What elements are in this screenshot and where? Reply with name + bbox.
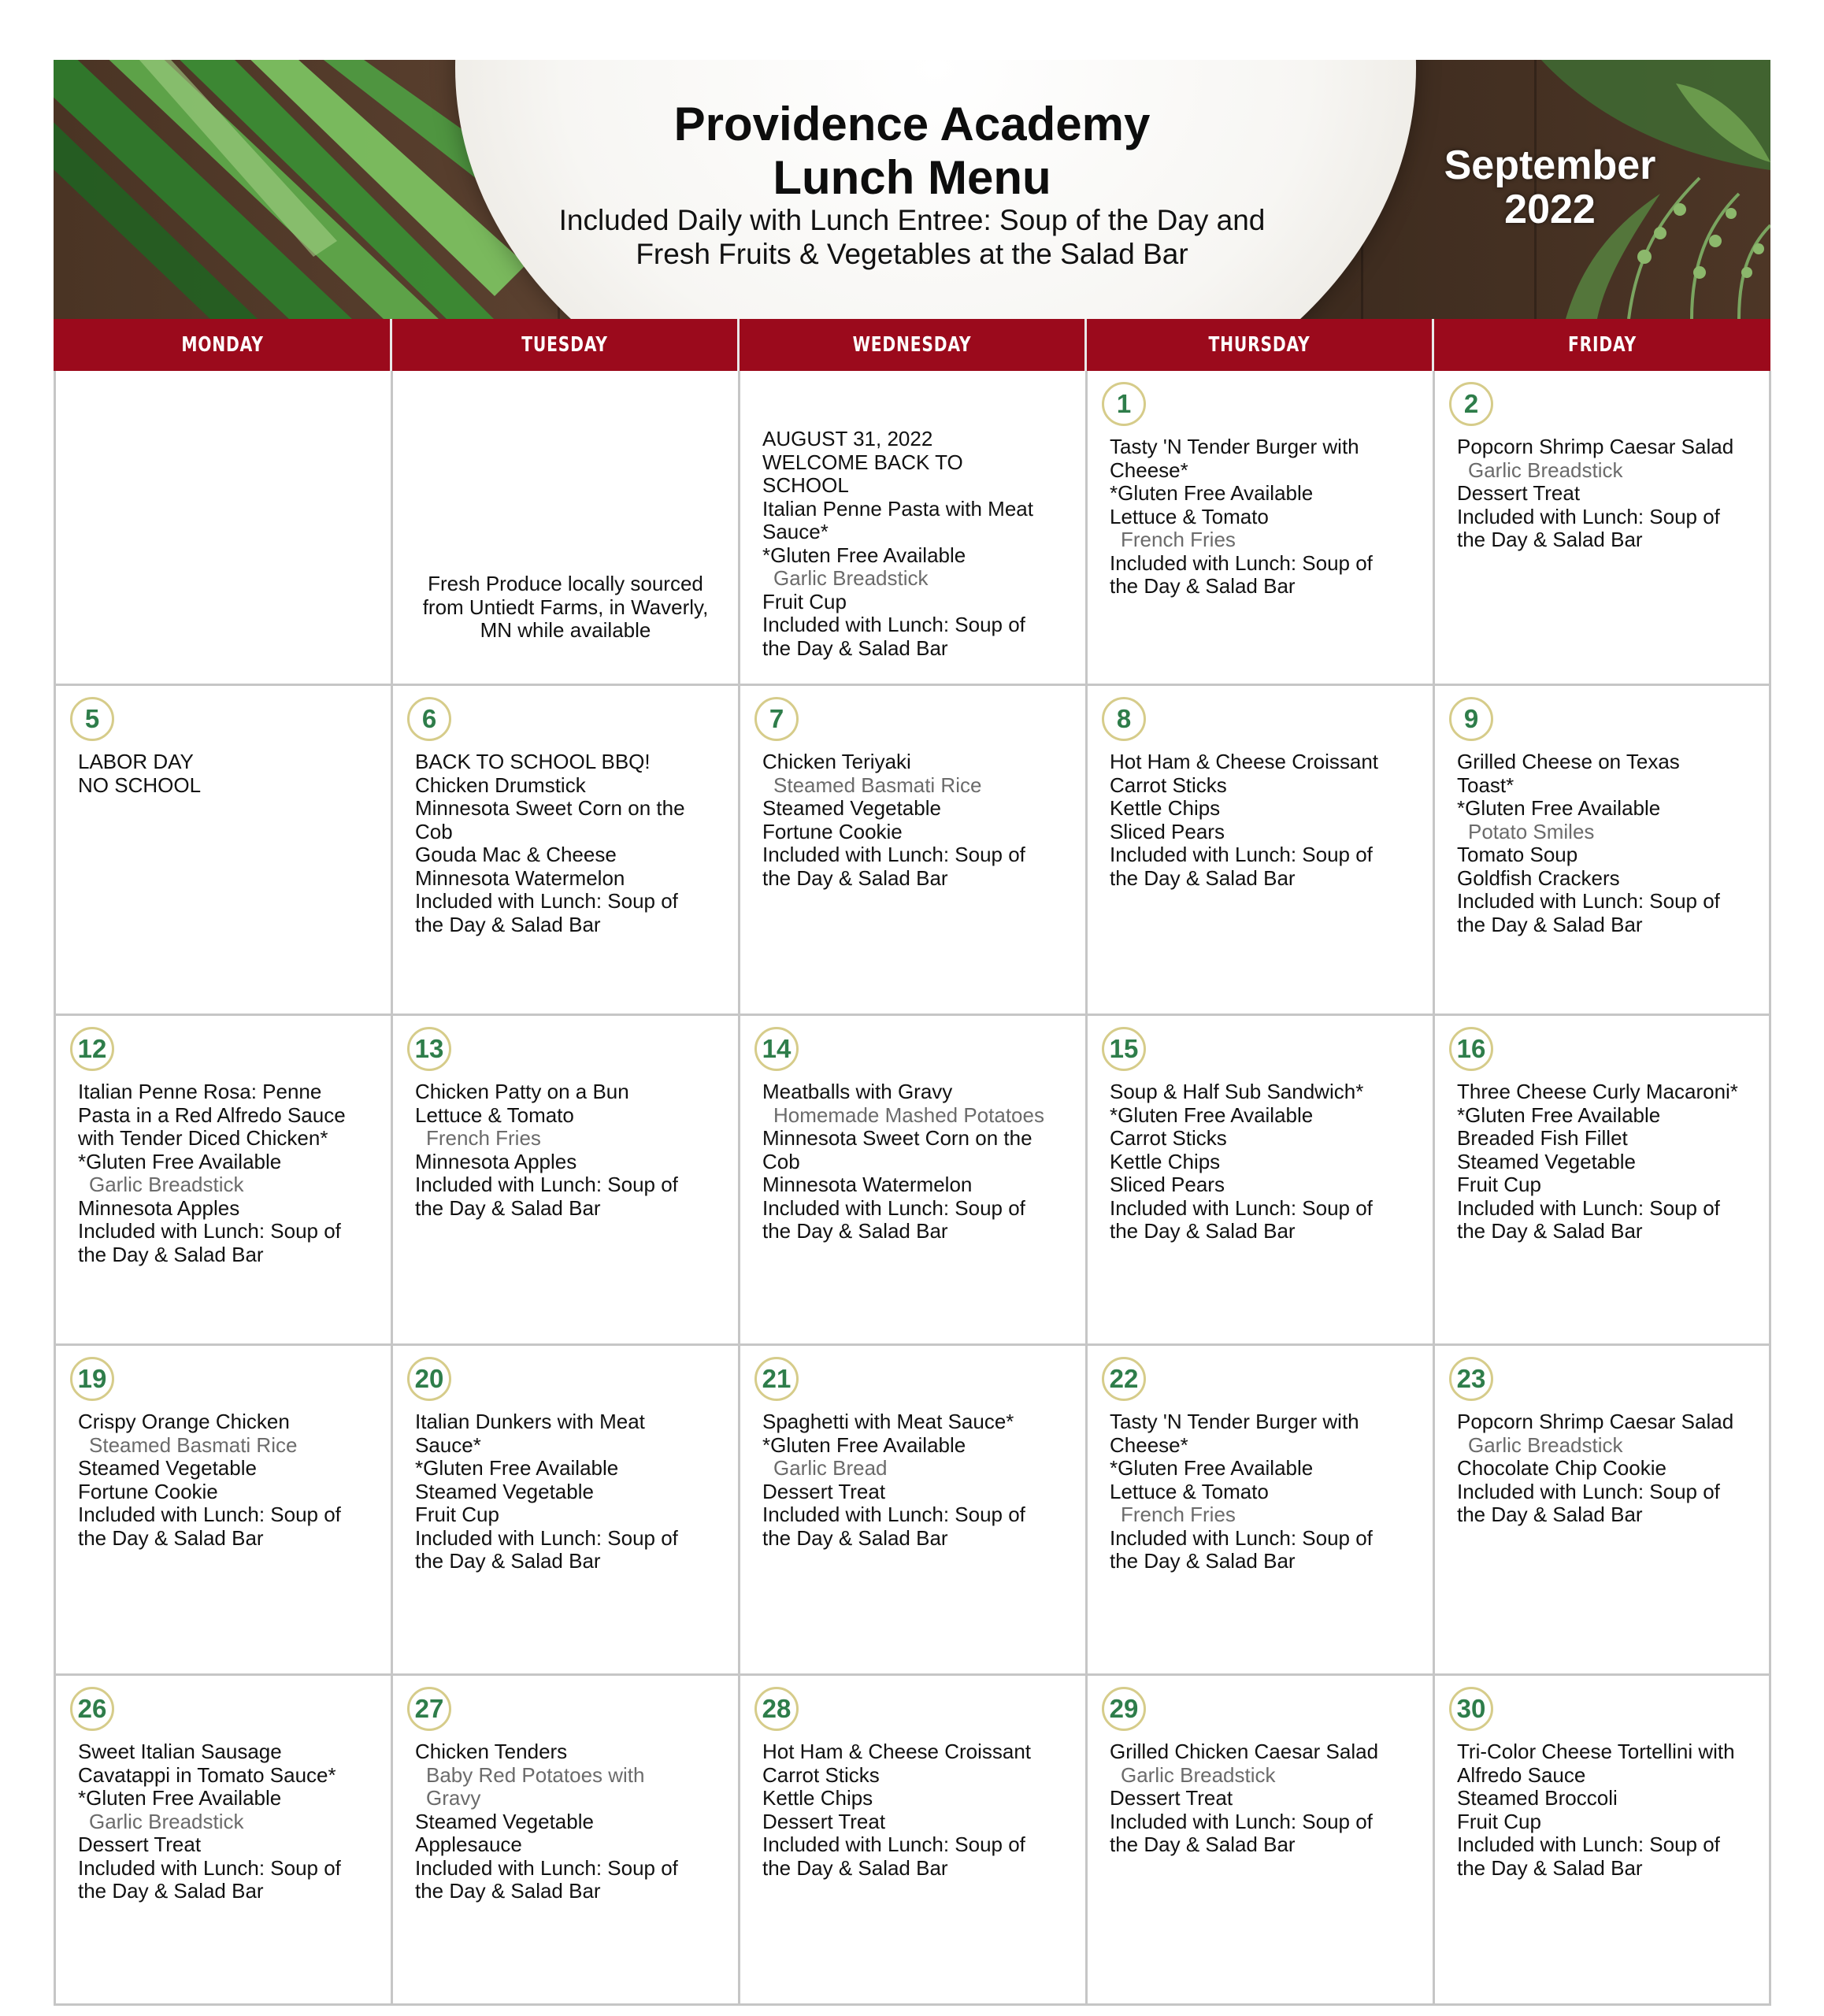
menu-item: *Gluten Free Available: [415, 1456, 619, 1480]
menu-item: Italian Dunkers with Meat: [415, 1410, 645, 1433]
menu-item-list: [1457, 1080, 1759, 1243]
menu-item: Minnesota Apples: [78, 1195, 240, 1220]
day-number-badge: 22: [1102, 1357, 1146, 1401]
menu-item: Fruit Cup: [1457, 1173, 1541, 1196]
calendar-day-cell: [1088, 1676, 1435, 2006]
menu-item-list: [78, 1410, 381, 1550]
menu-item: Chicken Patty on a Bun: [415, 1080, 629, 1103]
menu-item: Included with Lunch: Soup of: [1110, 1525, 1373, 1550]
menu-item: SCHOOL: [762, 473, 849, 497]
menu-item-list: [415, 1080, 728, 1220]
menu-item: Soup & Half Sub Sandwich*: [1110, 1080, 1364, 1103]
menu-item-list: [1110, 1080, 1423, 1243]
calendar-day-cell: [1088, 1016, 1435, 1346]
menu-item: the Day & Salad Bar: [762, 636, 948, 660]
menu-item: Carrot Sticks: [762, 1762, 880, 1787]
menu-item: Fruit Cup: [1457, 1809, 1541, 1833]
menu-item: Grilled Cheese on Texas: [1457, 750, 1680, 773]
day-number-badge: 28: [754, 1687, 799, 1731]
menu-item: *Gluten Free Available: [78, 1149, 282, 1173]
menu-item: Included with Lunch: Soup of: [762, 613, 1025, 636]
menu-item: Lettuce & Tomato: [415, 1102, 574, 1127]
menu-item: Toast*: [1457, 773, 1514, 797]
menu-item: Cavatappi in Tomato Sauce*: [78, 1762, 336, 1787]
menu-item: AUGUST 31, 2022: [762, 427, 933, 450]
subtitle-line-2: Fresh Fruits & Vegetables at the Salad Bar: [636, 238, 1188, 270]
menu-item: Chicken Tenders: [415, 1740, 568, 1763]
menu-item: Crispy Orange Chicken: [78, 1410, 290, 1433]
day-number-badge: 9: [1449, 697, 1493, 741]
menu-item: Lettuce & Tomato: [1110, 1479, 1269, 1503]
weekday-header-row: [54, 319, 1770, 371]
menu-item: the Day & Salad Bar: [1457, 1855, 1643, 1880]
menu-item: Carrot Sticks: [1110, 773, 1227, 797]
weekday-header-tuesday: [392, 319, 740, 371]
menu-item: Fortune Cookie: [78, 1479, 218, 1503]
menu-item: Sauce*: [762, 520, 829, 543]
menu-item: Included with Lunch: Soup of: [1457, 1833, 1720, 1856]
menu-item: Included with Lunch: Soup of: [415, 889, 678, 913]
menu-item: Popcorn Shrimp Caesar Salad: [1457, 435, 1734, 458]
day-number-badge: 19: [70, 1357, 114, 1401]
menu-item: the Day & Salad Bar: [78, 1525, 264, 1550]
menu-item: Popcorn Shrimp Caesar Salad: [1457, 1410, 1734, 1433]
menu-item: LABOR DAY: [78, 750, 194, 773]
menu-item: Cheese*: [1110, 458, 1188, 482]
calendar-day-cell: [393, 1676, 740, 2006]
side-dish-item: Garlic Breadstick: [773, 566, 929, 590]
menu-item-list: [762, 428, 1076, 660]
menu-item: the Day & Salad Bar: [1110, 574, 1296, 598]
menu-item: Sauce*: [415, 1432, 481, 1457]
menu-item: Chicken Teriyaki: [762, 750, 911, 773]
menu-item: Kettle Chips: [762, 1786, 873, 1810]
calendar-day-cell: [1435, 1016, 1771, 1346]
calendar-day-cell: [393, 1016, 740, 1346]
day-number-badge: 20: [407, 1357, 451, 1401]
menu-item: the Day & Salad Bar: [762, 1219, 948, 1243]
side-dish-item: Steamed Basmati Rice: [89, 1432, 298, 1457]
weekday-label: THURSDAY: [1208, 333, 1311, 357]
menu-item-list: [415, 1410, 728, 1573]
day-number-badge: 16: [1449, 1027, 1493, 1071]
menu-item: the Day & Salad Bar: [762, 1525, 948, 1550]
menu-item: Sweet Italian Sausage: [78, 1740, 282, 1763]
menu-item: *Gluten Free Available: [78, 1786, 282, 1810]
menu-item: Minnesota Watermelon: [415, 865, 625, 890]
menu-item: Included with Lunch: Soup of: [1457, 504, 1720, 528]
menu-item: Dessert Treat: [78, 1833, 202, 1856]
day-number-badge: 30: [1449, 1687, 1493, 1731]
menu-item: Cob: [762, 1149, 800, 1173]
side-dish-item: French Fries: [426, 1126, 541, 1150]
menu-item: the Day & Salad Bar: [415, 1195, 601, 1220]
month-name: September: [1444, 143, 1656, 188]
menu-item: WELCOME BACK TO: [762, 450, 963, 474]
menu-item: Cob: [415, 819, 453, 843]
weekday-label: TUESDAY: [521, 333, 608, 357]
menu-item: the Day & Salad Bar: [1110, 1833, 1296, 1856]
produce-note: Fresh Produce locally sourced from Untiedt Farms, in Waverly, MN while available: [422, 572, 709, 642]
menu-item: Steamed Vegetable: [78, 1456, 257, 1480]
menu-item-list: [762, 1740, 1076, 1880]
day-number-badge: 8: [1102, 697, 1146, 741]
menu-item: Sliced Pears: [1110, 1173, 1225, 1196]
weekday-label: WEDNESDAY: [852, 333, 972, 357]
menu-item: Fruit Cup: [415, 1503, 499, 1526]
calendar-day-cell: [393, 686, 740, 1016]
menu-item: *Gluten Free Available: [762, 543, 966, 567]
menu-item: Steamed Vegetable: [415, 1809, 594, 1833]
weekday-label: FRIDAY: [1568, 333, 1637, 357]
menu-item: *Gluten Free Available: [1457, 796, 1661, 820]
menu-item: Tasty 'N Tender Burger with: [1110, 435, 1359, 458]
calendar-day-cell: [1088, 371, 1435, 686]
menu-item: Included with Lunch: Soup of: [762, 1195, 1025, 1220]
menu-item: Chocolate Chip Cookie: [1457, 1456, 1666, 1480]
menu-item: Steamed Vegetable: [762, 796, 941, 820]
menu-item-list: [762, 750, 1076, 890]
menu-item: Tasty 'N Tender Burger with: [1110, 1410, 1359, 1433]
day-number-badge: 2: [1449, 382, 1493, 426]
menu-item: Included with Lunch: Soup of: [1110, 550, 1373, 575]
weekday-header-friday: [1434, 319, 1770, 371]
menu-item: the Day & Salad Bar: [762, 865, 948, 890]
menu-item-list: [762, 1410, 1076, 1550]
weekday-header-thursday: [1087, 319, 1434, 371]
title-line-1: Providence Academy: [673, 98, 1151, 150]
month-year: 2022: [1504, 187, 1596, 232]
menu-item-list: [1110, 1740, 1423, 1857]
day-number-badge: 13: [407, 1027, 451, 1071]
menu-item: NO SCHOOL: [78, 773, 202, 797]
day-number-badge: 1: [1102, 382, 1146, 426]
month-label: [1424, 143, 1676, 232]
menu-item: the Day & Salad Bar: [1110, 1549, 1296, 1573]
calendar-day-cell: [740, 1346, 1088, 1676]
menu-item: the Day & Salad Bar: [78, 1242, 264, 1266]
day-number-badge: 14: [754, 1027, 799, 1071]
menu-item: Included with Lunch: Soup of: [1110, 1809, 1373, 1833]
menu-item: Hot Ham & Cheese Croissant: [1110, 750, 1379, 773]
menu-item: *Gluten Free Available: [1110, 1102, 1314, 1127]
menu-item: Steamed Broccoli: [1457, 1786, 1618, 1810]
menu-item: Tomato Soup: [1457, 843, 1578, 866]
menu-item: *Gluten Free Available: [1457, 1102, 1661, 1127]
calendar-day-cell: [1435, 371, 1771, 686]
calendar-day-cell: [56, 1346, 393, 1676]
menu-item: Spaghetti with Meat Sauce*: [762, 1410, 1014, 1433]
title-line-2: Lunch Menu: [773, 151, 1051, 204]
menu-item-list: [1110, 435, 1423, 598]
side-dish-item: Baby Red Potatoes with: [426, 1762, 645, 1787]
menu-item: Steamed Vegetable: [1457, 1149, 1636, 1173]
side-dish-item: Gravy: [426, 1786, 481, 1810]
menu-item: Dessert Treat: [1457, 481, 1581, 505]
weekday-header-wednesday: [740, 319, 1087, 371]
menu-item: Dessert Treat: [762, 1809, 886, 1833]
menu-item: with Tender Diced Chicken*: [78, 1126, 328, 1150]
menu-item: the Day & Salad Bar: [415, 1879, 601, 1903]
menu-item: Minnesota Sweet Corn on the: [415, 796, 685, 820]
menu-item: Included with Lunch: Soup of: [415, 1855, 678, 1880]
menu-item: Grilled Chicken Caesar Salad: [1110, 1740, 1379, 1763]
menu-item: Dessert Treat: [1110, 1786, 1233, 1810]
menu-item-list: [78, 750, 381, 797]
menu-item: Tri-Color Cheese Tortellini with: [1457, 1740, 1735, 1763]
calendar-day-cell: [1088, 1346, 1435, 1676]
menu-item-list: [1457, 1410, 1759, 1527]
side-dish-item: Garlic Breadstick: [1468, 458, 1623, 482]
menu-item: Included with Lunch: Soup of: [78, 1503, 341, 1526]
day-number-badge: 27: [407, 1687, 451, 1731]
calendar-day-cell: [56, 1676, 393, 2006]
calendar-day-cell: [56, 371, 393, 686]
menu-item: the Day & Salad Bar: [415, 1549, 601, 1573]
menu-item-list: [1457, 750, 1759, 936]
menu-item: the Day & Salad Bar: [1457, 528, 1643, 551]
menu-item: Pasta in a Red Alfredo Sauce: [78, 1102, 346, 1127]
side-dish-item: Garlic Breadstick: [1121, 1762, 1276, 1787]
menu-item-list: [415, 750, 728, 936]
menu-item-list: [762, 1080, 1076, 1243]
menu-item: Goldfish Crackers: [1457, 865, 1620, 890]
menu-item: Sliced Pears: [1110, 819, 1225, 843]
menu-item: Included with Lunch: Soup of: [78, 1219, 341, 1243]
menu-item: Included with Lunch: Soup of: [1457, 1195, 1720, 1220]
menu-item: Alfredo Sauce: [1457, 1762, 1586, 1787]
calendar-day-cell: [1088, 686, 1435, 1016]
menu-item: *Gluten Free Available: [1110, 1456, 1314, 1480]
menu-item: Included with Lunch: Soup of: [762, 1833, 1025, 1856]
menu-item: Included with Lunch: Soup of: [762, 1503, 1025, 1526]
side-dish-item: Garlic Breadstick: [1468, 1432, 1623, 1457]
menu-item-list: [78, 1080, 381, 1266]
menu-item: Dessert Treat: [762, 1479, 886, 1503]
weekday-label: MONDAY: [181, 333, 264, 357]
calendar-day-cell: [740, 1016, 1088, 1346]
header-banner: [54, 60, 1770, 319]
calendar-day-cell: [56, 686, 393, 1016]
menu-item: Carrot Sticks: [1110, 1126, 1227, 1150]
menu-item: Included with Lunch: Soup of: [1110, 1195, 1373, 1220]
menu-item: BACK TO SCHOOL BBQ!: [415, 750, 651, 773]
menu-item: Included with Lunch: Soup of: [1457, 1479, 1720, 1503]
menu-item: Included with Lunch: Soup of: [78, 1855, 341, 1880]
subtitle-line-1: Included Daily with Lunch Entree: Soup of the Day and: [558, 204, 1266, 236]
side-dish-item: Homemade Mashed Potatoes: [773, 1102, 1044, 1127]
menu-item: the Day & Salad Bar: [78, 1879, 264, 1903]
side-dish-item: French Fries: [1121, 1503, 1236, 1526]
day-number-badge: 15: [1102, 1027, 1146, 1071]
menu-item: Cheese*: [1110, 1432, 1188, 1457]
day-number-badge: 23: [1449, 1357, 1493, 1401]
menu-item: Applesauce: [415, 1833, 522, 1856]
menu-item: Included with Lunch: Soup of: [1110, 843, 1373, 866]
day-number-badge: 26: [70, 1687, 114, 1731]
menu-item: Minnesota Sweet Corn on the: [762, 1126, 1032, 1150]
menu-item: the Day & Salad Bar: [762, 1855, 948, 1880]
side-dish-item: Steamed Basmati Rice: [773, 773, 982, 797]
menu-item: Meatballs with Gravy: [762, 1080, 953, 1103]
menu-item-list: [1110, 1410, 1423, 1573]
calendar-day-cell: [393, 371, 740, 686]
side-dish-item: French Fries: [1121, 528, 1236, 551]
day-number-badge: 6: [407, 697, 451, 741]
menu-item-list: [1457, 1740, 1759, 1880]
menu-item: Steamed Vegetable: [415, 1479, 594, 1503]
menu-item: *Gluten Free Available: [762, 1432, 966, 1457]
menu-item: Italian Penne Pasta with Meat: [762, 496, 1033, 521]
menu-item: the Day & Salad Bar: [1457, 1219, 1643, 1243]
menu-item: Gouda Mac & Cheese: [415, 843, 617, 866]
menu-item-list: [415, 1740, 728, 1903]
calendar-day-cell: [1435, 1346, 1771, 1676]
menu-item: Hot Ham & Cheese Croissant: [762, 1740, 1032, 1763]
menu-item: *Gluten Free Available: [1110, 481, 1314, 505]
menu-item: the Day & Salad Bar: [1457, 1503, 1643, 1526]
calendar-day-cell: [740, 371, 1088, 686]
day-number-badge: 7: [754, 697, 799, 741]
menu-item: Fortune Cookie: [762, 819, 903, 843]
calendar-day-cell: [393, 1346, 740, 1676]
menu-item: Breaded Fish Fillet: [1457, 1126, 1628, 1150]
menu-item: Included with Lunch: Soup of: [762, 843, 1025, 866]
weekday-header-monday: [55, 319, 392, 371]
calendar-grid: [54, 371, 1770, 2006]
side-dish-item: Garlic Breadstick: [89, 1809, 244, 1833]
menu-item: Three Cheese Curly Macaroni*: [1457, 1080, 1738, 1103]
calendar-day-cell: [1435, 686, 1771, 1016]
menu-item: Fruit Cup: [762, 589, 847, 613]
menu-item-list: [1457, 435, 1759, 552]
menu-sheet: [54, 60, 1770, 2006]
calendar-day-cell: [1435, 1676, 1771, 2006]
calendar-day-cell: [740, 1676, 1088, 2006]
day-number-badge: 5: [70, 697, 114, 741]
menu-item: Included with Lunch: Soup of: [415, 1173, 678, 1196]
menu-item: Minnesota Watermelon: [762, 1173, 973, 1196]
day-number-badge: 29: [1102, 1687, 1146, 1731]
day-number-badge: 21: [754, 1357, 799, 1401]
menu-item: Included with Lunch: Soup of: [415, 1525, 678, 1550]
menu-item: the Day & Salad Bar: [1110, 1219, 1296, 1243]
menu-item: Minnesota Apples: [415, 1149, 577, 1173]
menu-item: Lettuce & Tomato: [1110, 504, 1269, 528]
calendar-day-cell: [56, 1016, 393, 1346]
menu-item: Included with Lunch: Soup of: [1457, 889, 1720, 913]
side-dish-item: Garlic Bread: [773, 1456, 888, 1480]
menu-item-list: [78, 1740, 381, 1903]
menu-item: Chicken Drumstick: [415, 773, 586, 797]
menu-item: Kettle Chips: [1110, 1149, 1221, 1173]
calendar-day-cell: [740, 686, 1088, 1016]
menu-item: Italian Penne Rosa: Penne: [78, 1080, 322, 1103]
side-dish-item: Garlic Breadstick: [89, 1173, 244, 1196]
menu-item: the Day & Salad Bar: [1110, 865, 1296, 890]
menu-item: the Day & Salad Bar: [415, 912, 601, 936]
menu-item: Kettle Chips: [1110, 796, 1221, 820]
day-number-badge: 12: [70, 1027, 114, 1071]
side-dish-item: Potato Smiles: [1468, 819, 1595, 843]
menu-item-list: [1110, 750, 1423, 890]
menu-item: the Day & Salad Bar: [1457, 912, 1643, 936]
